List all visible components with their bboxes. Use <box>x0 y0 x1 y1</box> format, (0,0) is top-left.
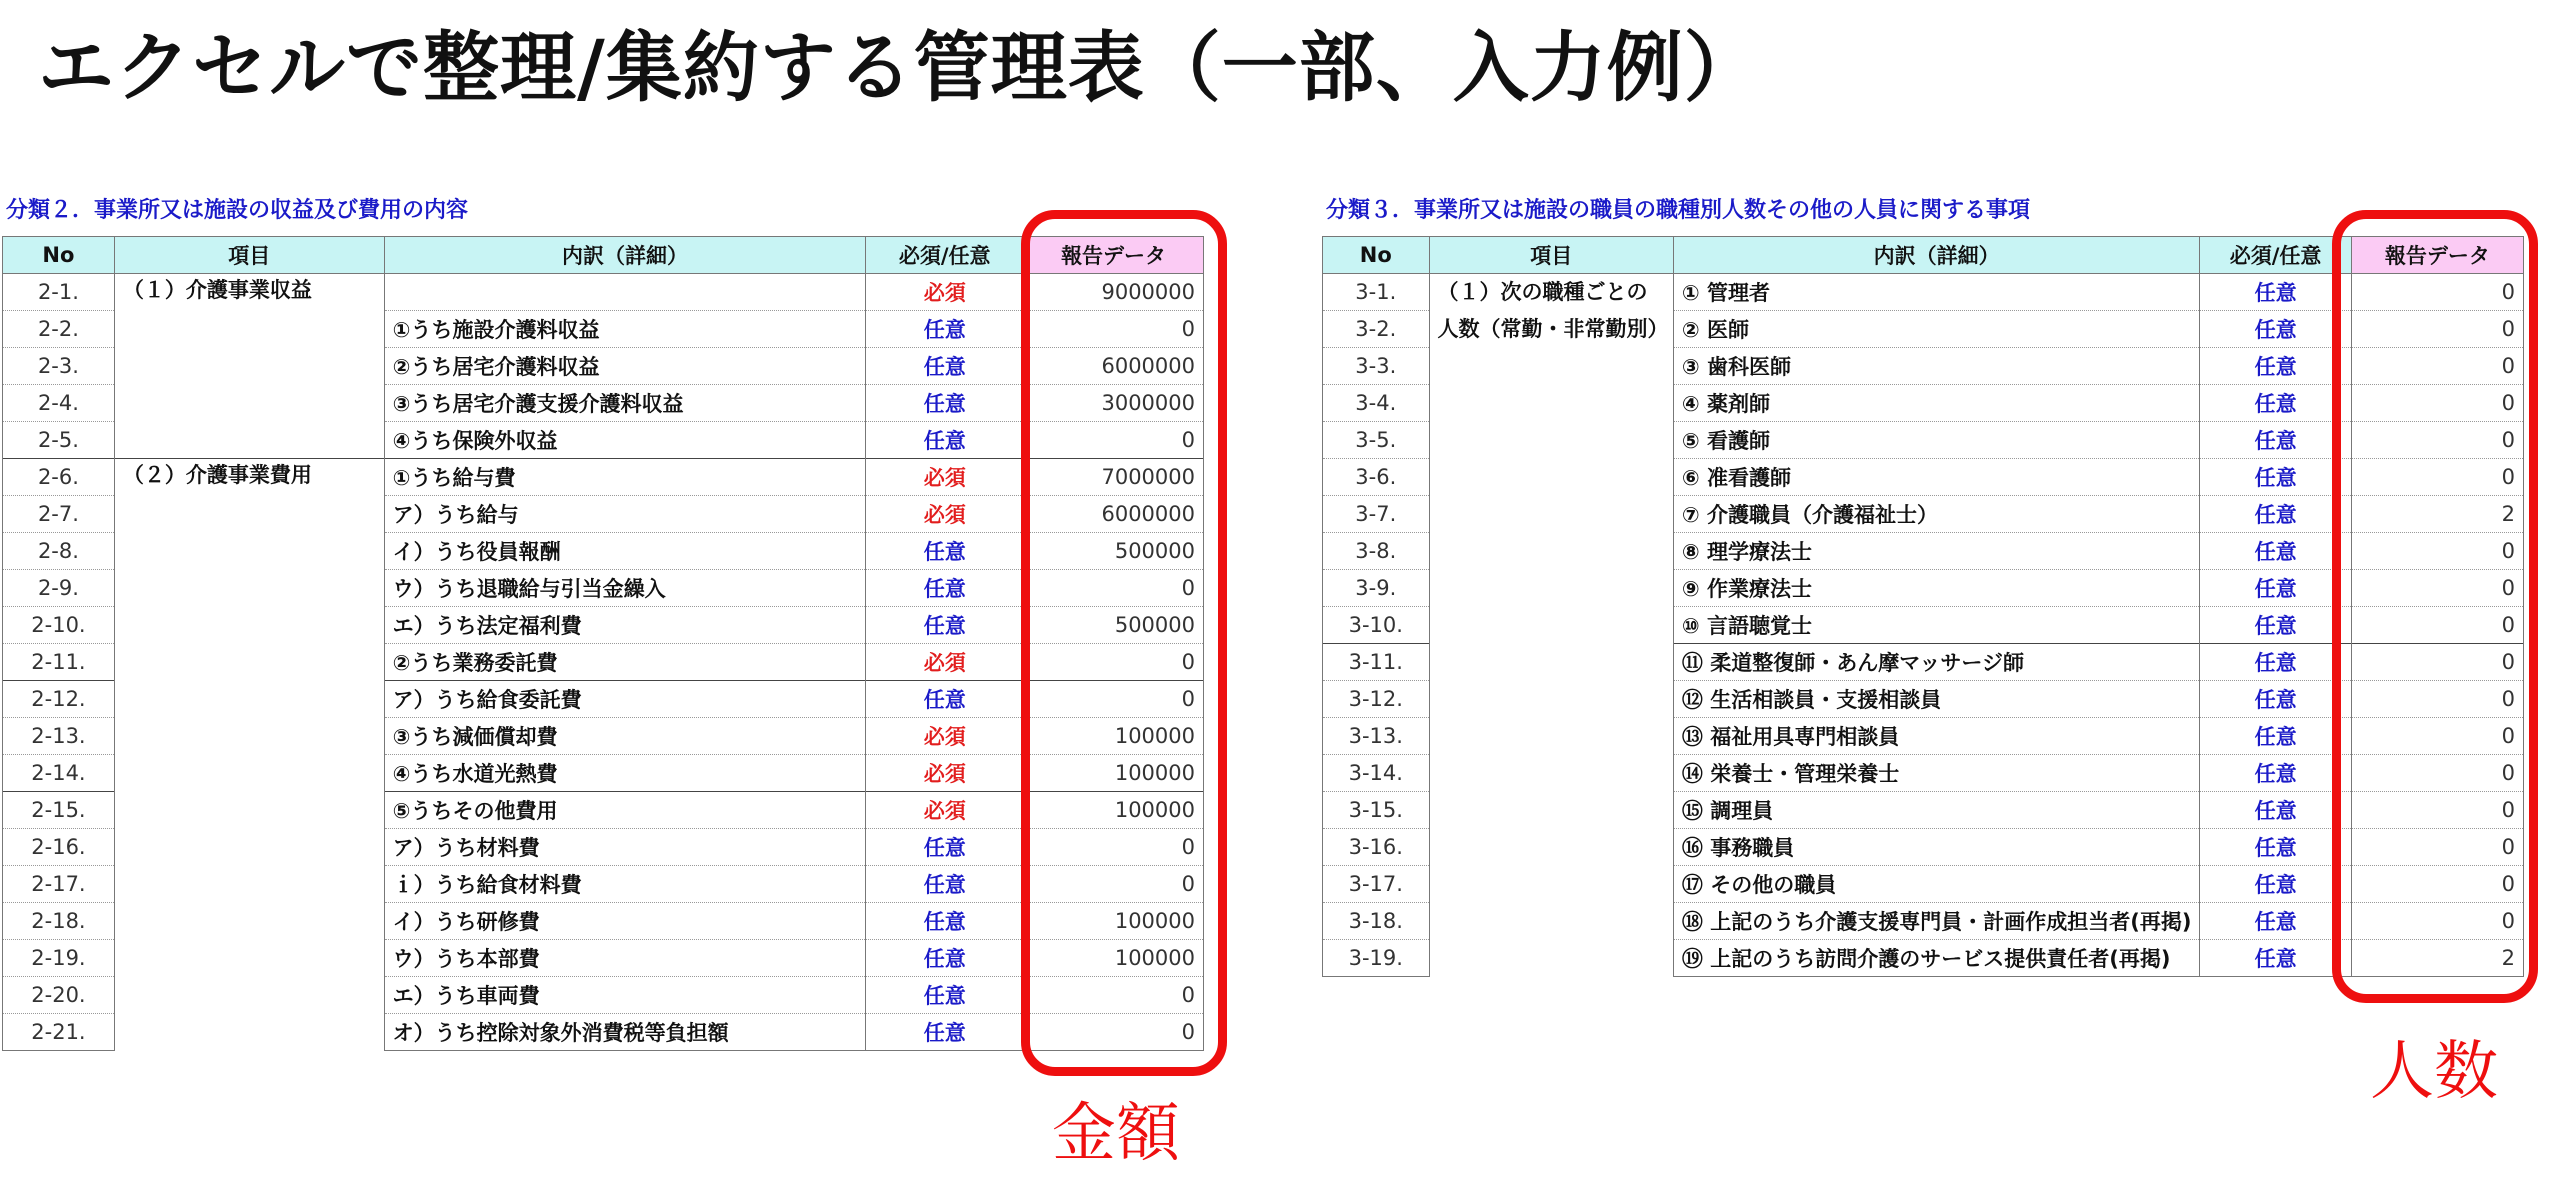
row-number: 3-13. <box>1323 718 1430 755</box>
detail-cell: ⑰ その他の職員 <box>1673 866 2200 903</box>
detail-cell: ⑨ 作業療法士 <box>1673 570 2200 607</box>
report-data-cell[interactable]: 0 <box>1024 422 1204 459</box>
report-data-cell[interactable]: 9000000 <box>1024 274 1204 311</box>
headcount-note: 人数 <box>2370 1035 2498 1109</box>
row-number: 3-6. <box>1323 459 1430 496</box>
row-number: 3-8. <box>1323 533 1430 570</box>
optional-badge: 任意 <box>866 866 1024 903</box>
report-data-cell[interactable]: 3000000 <box>1024 385 1204 422</box>
right-table-caption: 分類３．事業所又は施設の職員の職種別人数その他の人員に関する事項 <box>1326 198 2031 223</box>
row-number: 2-1. <box>3 274 115 311</box>
report-data-cell[interactable]: 0 <box>1024 829 1204 866</box>
optional-badge: 任意 <box>866 422 1024 459</box>
header-no: No <box>3 237 115 274</box>
report-data-cell[interactable]: 100000 <box>1024 755 1204 792</box>
report-data-cell[interactable]: 0 <box>1024 570 1204 607</box>
row-number: 2-12. <box>3 681 115 718</box>
report-data-cell[interactable]: 0 <box>1024 866 1204 903</box>
detail-cell: ④うち保険外収益 <box>384 422 866 459</box>
detail-cell: ②うち居宅介護料収益 <box>384 348 866 385</box>
report-data-cell[interactable]: 0 <box>2351 718 2523 755</box>
required-badge: 必須 <box>866 459 1024 496</box>
detail-cell: ア）うち材料費 <box>384 829 866 866</box>
row-number: 2-19. <box>3 940 115 977</box>
required-badge: 必須 <box>866 718 1024 755</box>
optional-badge: 任意 <box>2200 570 2351 607</box>
detail-cell: ⑲ 上記のうち訪問介護のサービス提供責任者(再掲) <box>1673 940 2200 977</box>
report-data-cell[interactable]: 0 <box>2351 903 2523 940</box>
row-number: 2-18. <box>3 903 115 940</box>
detail-cell: ア）うち給与 <box>384 496 866 533</box>
optional-badge: 任意 <box>866 607 1024 644</box>
row-number: 3-9. <box>1323 570 1430 607</box>
detail-cell: ⑭ 栄養士・管理栄養士 <box>1673 755 2200 792</box>
row-number: 3-12. <box>1323 681 1430 718</box>
optional-badge: 任意 <box>2200 644 2351 681</box>
optional-badge: 任意 <box>2200 385 2351 422</box>
item-category-label: （１）次の職種ごとの人数（常勤・非常勤別） <box>1437 280 1669 341</box>
headcount-highlight-box <box>2332 210 2538 1003</box>
required-badge: 必須 <box>866 274 1024 311</box>
optional-badge: 任意 <box>866 385 1024 422</box>
row-number: 3-15. <box>1323 792 1430 829</box>
optional-badge: 任意 <box>866 681 1024 718</box>
detail-cell: ①うち給与費 <box>384 459 866 496</box>
optional-badge: 任意 <box>2200 903 2351 940</box>
header-detail: 内訳（詳細） <box>1673 237 2200 274</box>
report-data-cell[interactable]: 0 <box>2351 792 2523 829</box>
optional-badge: 任意 <box>2200 681 2351 718</box>
report-data-cell[interactable]: 500000 <box>1024 607 1204 644</box>
amount-note: 金額 <box>1052 1097 1180 1171</box>
optional-badge: 任意 <box>866 311 1024 348</box>
optional-badge: 任意 <box>866 940 1024 977</box>
detail-cell: ③ 歯科医師 <box>1673 348 2200 385</box>
report-data-cell[interactable]: 0 <box>2351 348 2523 385</box>
optional-badge: 任意 <box>2200 829 2351 866</box>
item-category-label: （１）介護事業収益 <box>122 278 312 302</box>
report-data-cell[interactable]: 0 <box>2351 607 2523 644</box>
detail-cell: ｉ）うち給食材料費 <box>384 866 866 903</box>
optional-badge: 任意 <box>2200 718 2351 755</box>
report-data-cell[interactable]: 0 <box>2351 829 2523 866</box>
row-number: 2-15. <box>3 792 115 829</box>
detail-cell: ⑬ 福祉用具専門相談員 <box>1673 718 2200 755</box>
row-number: 3-1. <box>1323 274 1430 311</box>
row-number: 3-18. <box>1323 903 1430 940</box>
detail-cell: ⑫ 生活相談員・支援相談員 <box>1673 681 2200 718</box>
optional-badge: 任意 <box>2200 866 2351 903</box>
report-data-cell[interactable]: 100000 <box>1024 940 1204 977</box>
optional-badge: 任意 <box>2200 274 2351 311</box>
row-number: 2-4. <box>3 385 115 422</box>
report-data-cell[interactable]: 0 <box>1024 977 1204 1014</box>
optional-badge: 任意 <box>2200 348 2351 385</box>
row-number: 3-10. <box>1323 607 1430 644</box>
row-number: 3-3. <box>1323 348 1430 385</box>
report-data-cell[interactable]: 100000 <box>1024 903 1204 940</box>
row-number: 3-14. <box>1323 755 1430 792</box>
row-number: 2-6. <box>3 459 115 496</box>
detail-cell: イ）うち研修費 <box>384 903 866 940</box>
header-no: No <box>1323 237 1430 274</box>
detail-cell: ウ）うち本部費 <box>384 940 866 977</box>
row-number: 2-7. <box>3 496 115 533</box>
detail-cell: ③うち減価償却費 <box>384 718 866 755</box>
detail-cell <box>384 274 866 311</box>
row-number: 3-2. <box>1323 311 1430 348</box>
report-data-cell[interactable]: 6000000 <box>1024 496 1204 533</box>
detail-cell: ⑮ 調理員 <box>1673 792 2200 829</box>
row-number: 3-7. <box>1323 496 1430 533</box>
required-badge: 必須 <box>866 755 1024 792</box>
detail-cell: ⑧ 理学療法士 <box>1673 533 2200 570</box>
detail-cell: ②うち業務委託費 <box>384 644 866 681</box>
required-badge: 必須 <box>866 496 1024 533</box>
report-data-cell[interactable]: 0 <box>2351 459 2523 496</box>
report-data-cell[interactable]: 7000000 <box>1024 459 1204 496</box>
detail-cell: ⑩ 言語聴覚士 <box>1673 607 2200 644</box>
row-number: 2-11. <box>3 644 115 681</box>
report-data-cell[interactable]: 0 <box>1024 644 1204 681</box>
report-data-cell[interactable]: 0 <box>2351 570 2523 607</box>
header-report-data: 報告データ <box>1024 237 1204 274</box>
report-data-cell[interactable]: 0 <box>2351 681 2523 718</box>
optional-badge: 任意 <box>2200 311 2351 348</box>
item-category <box>1429 274 1673 977</box>
detail-cell: ①うち施設介護料収益 <box>384 311 866 348</box>
report-data-cell[interactable]: 100000 <box>1024 718 1204 755</box>
report-data-cell[interactable]: 0 <box>2351 644 2523 681</box>
report-data-cell[interactable]: 0 <box>1024 1014 1204 1051</box>
page-title: エクセルで整理/集約する管理表（一部、入力例） <box>38 23 1761 112</box>
left-table-caption: 分類２．事業所又は施設の収益及び費用の内容 <box>6 198 469 223</box>
detail-cell: ⑯ 事務職員 <box>1673 829 2200 866</box>
optional-badge: 任意 <box>866 977 1024 1014</box>
optional-badge: 任意 <box>2200 755 2351 792</box>
row-number: 3-4. <box>1323 385 1430 422</box>
report-data-cell[interactable]: 0 <box>2351 422 2523 459</box>
optional-badge: 任意 <box>2200 792 2351 829</box>
header-required: 必須/任意 <box>2200 237 2351 274</box>
row-number: 2-16. <box>3 829 115 866</box>
optional-badge: 任意 <box>866 1014 1024 1051</box>
row-number: 3-11. <box>1323 644 1430 681</box>
amount-highlight-box <box>1021 210 1227 1076</box>
required-badge: 必須 <box>866 792 1024 829</box>
row-number: 2-21. <box>3 1014 115 1051</box>
detail-cell: ④うち水道光熱費 <box>384 755 866 792</box>
report-data-cell[interactable]: 0 <box>2351 274 2523 311</box>
report-data-cell[interactable]: 0 <box>2351 385 2523 422</box>
detail-cell: ③うち居宅介護支援介護料収益 <box>384 385 866 422</box>
detail-cell: ウ）うち退職給与引当金繰入 <box>384 570 866 607</box>
detail-cell: ② 医師 <box>1673 311 2200 348</box>
detail-cell: ⑤ 看護師 <box>1673 422 2200 459</box>
detail-cell: ⑥ 准看護師 <box>1673 459 2200 496</box>
optional-badge: 任意 <box>2200 422 2351 459</box>
item-category-label: （２）介護事業費用 <box>122 463 312 487</box>
optional-badge: 任意 <box>866 829 1024 866</box>
report-data-cell[interactable]: 500000 <box>1024 533 1204 570</box>
row-number: 2-2. <box>3 311 115 348</box>
row-number: 3-17. <box>1323 866 1430 903</box>
optional-badge: 任意 <box>866 570 1024 607</box>
row-number: 2-8. <box>3 533 115 570</box>
report-data-cell[interactable]: 0 <box>1024 311 1204 348</box>
header-item: 項目 <box>114 237 384 274</box>
report-data-cell[interactable]: 0 <box>2351 311 2523 348</box>
report-data-cell[interactable]: 6000000 <box>1024 348 1204 385</box>
detail-cell: オ）うち控除対象外消費税等負担額 <box>384 1014 866 1051</box>
optional-badge: 任意 <box>2200 459 2351 496</box>
optional-badge: 任意 <box>2200 940 2351 977</box>
report-data-cell[interactable]: 2 <box>2351 496 2523 533</box>
report-data-cell[interactable]: 0 <box>1024 681 1204 718</box>
report-data-cell[interactable]: 2 <box>2351 940 2523 977</box>
item-category <box>114 274 384 459</box>
row-number: 2-10. <box>3 607 115 644</box>
detail-cell: ⑦ 介護職員（介護福祉士） <box>1673 496 2200 533</box>
header-detail: 内訳（詳細） <box>384 237 866 274</box>
optional-badge: 任意 <box>2200 533 2351 570</box>
header-required: 必須/任意 <box>866 237 1024 274</box>
header-report-data: 報告データ <box>2351 237 2523 274</box>
detail-cell: ⑤うちその他費用 <box>384 792 866 829</box>
detail-cell: ⑪ 柔道整復師・あん摩マッサージ師 <box>1673 644 2200 681</box>
optional-badge: 任意 <box>2200 496 2351 533</box>
row-number: 2-9. <box>3 570 115 607</box>
detail-cell: ⑱ 上記のうち介護支援専門員・計画作成担当者(再掲) <box>1673 903 2200 940</box>
detail-cell: エ）うち車両費 <box>384 977 866 1014</box>
report-data-cell[interactable]: 0 <box>2351 866 2523 903</box>
row-number: 2-5. <box>3 422 115 459</box>
report-data-cell[interactable]: 0 <box>2351 755 2523 792</box>
detail-cell: エ）うち法定福利費 <box>384 607 866 644</box>
detail-cell: ア）うち給食委託費 <box>384 681 866 718</box>
row-number: 2-17. <box>3 866 115 903</box>
row-number: 2-14. <box>3 755 115 792</box>
optional-badge: 任意 <box>866 533 1024 570</box>
report-data-cell[interactable]: 0 <box>2351 533 2523 570</box>
row-number: 2-13. <box>3 718 115 755</box>
row-number: 3-5. <box>1323 422 1430 459</box>
row-number: 2-3. <box>3 348 115 385</box>
optional-badge: 任意 <box>2200 607 2351 644</box>
row-number: 3-19. <box>1323 940 1430 977</box>
detail-cell: ① 管理者 <box>1673 274 2200 311</box>
item-category <box>114 459 384 1051</box>
required-badge: 必須 <box>866 644 1024 681</box>
row-number: 2-20. <box>3 977 115 1014</box>
row-number: 3-16. <box>1323 829 1430 866</box>
report-data-cell[interactable]: 100000 <box>1024 792 1204 829</box>
optional-badge: 任意 <box>866 903 1024 940</box>
header-item: 項目 <box>1429 237 1673 274</box>
detail-cell: イ）うち役員報酬 <box>384 533 866 570</box>
detail-cell: ④ 薬剤師 <box>1673 385 2200 422</box>
optional-badge: 任意 <box>866 348 1024 385</box>
